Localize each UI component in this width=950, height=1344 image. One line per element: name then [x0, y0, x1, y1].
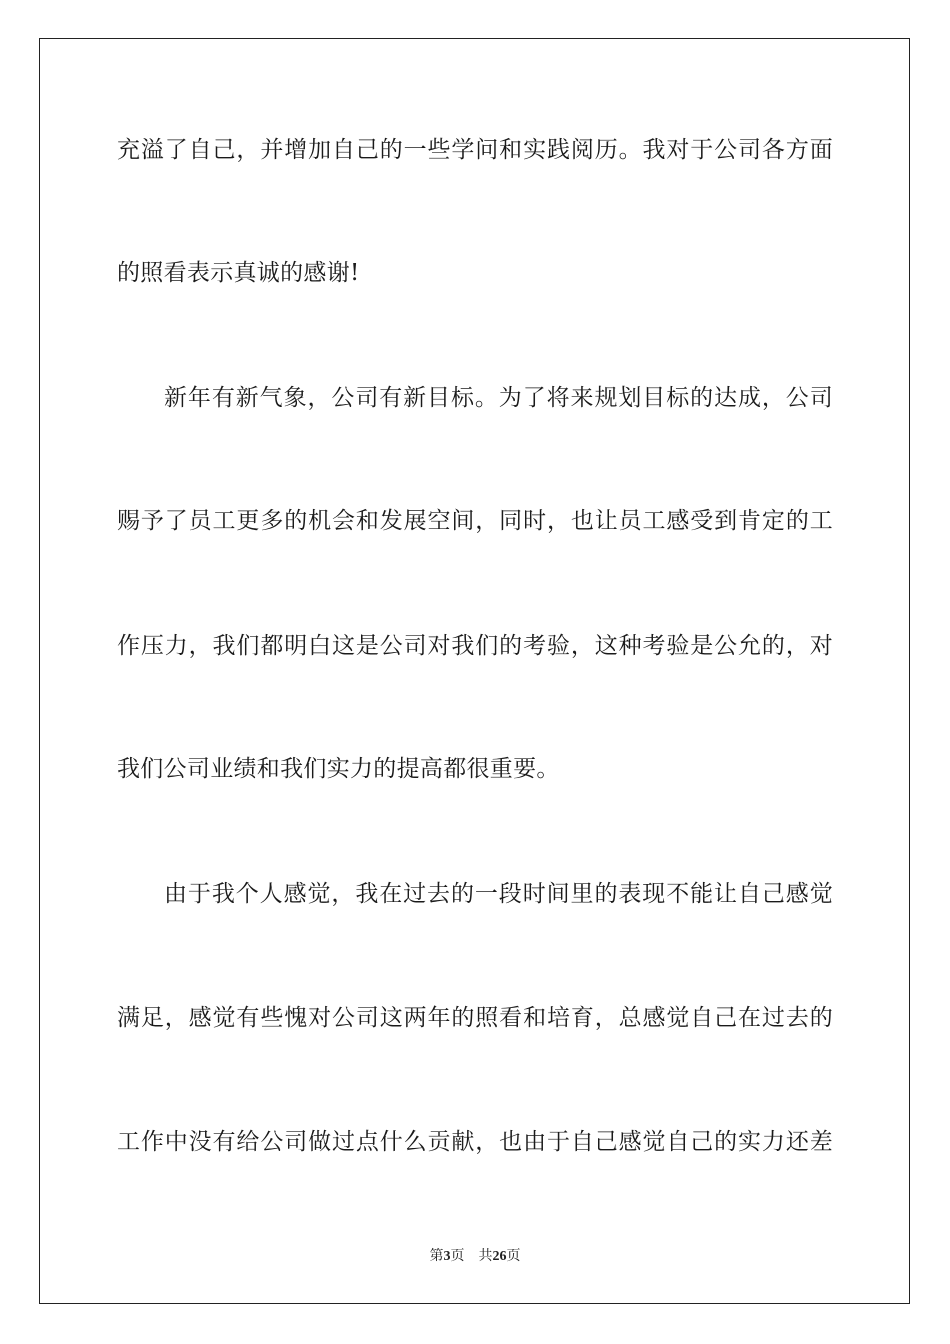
- paragraph-1-line-2: 的照看表示真诚的感谢!: [117, 260, 360, 286]
- paragraph-3-line-3: 工作中没有给公司做过点什么贡献，也由于自己感觉自己的实力还差: [117, 1129, 833, 1155]
- footer-page-suffix: 页: [450, 1248, 465, 1264]
- page-footer: [0, 1247, 950, 1266]
- page-border: [39, 38, 910, 1304]
- footer-total-pages: 26: [492, 1249, 507, 1264]
- paragraph-3-line-2: 满足，感觉有些愧对公司这两年的照看和培育，总感觉自己在过去的: [117, 1005, 833, 1031]
- paragraph-2-line-3: 作压力，我们都明白这是公司对我们的考验，这种考验是公允的，对: [117, 633, 833, 659]
- footer-total-prefix: 共: [478, 1248, 493, 1264]
- paragraph-2-line-1: 新年有新气象，公司有新目标。为了将来规划目标的达成，公司: [164, 385, 833, 411]
- paragraph-2-line-2: 赐予了员工更多的机会和发展空间，同时，也让员工感受到肯定的工: [117, 508, 833, 534]
- footer-total-suffix: 页: [506, 1248, 521, 1264]
- paragraph-1-line-1: 充溢了自己，并增加自己的一些学问和实践阅历。我对于公司各方面: [117, 137, 833, 163]
- paragraph-3-line-1: 由于我个人感觉，我在过去的一段时间里的表现不能让自己感觉: [164, 881, 833, 907]
- footer-page-prefix: 第: [429, 1248, 444, 1264]
- paragraph-2-line-4: 我们公司业绩和我们实力的提高都很重要。: [117, 756, 560, 782]
- footer-page-number: 3: [443, 1249, 451, 1264]
